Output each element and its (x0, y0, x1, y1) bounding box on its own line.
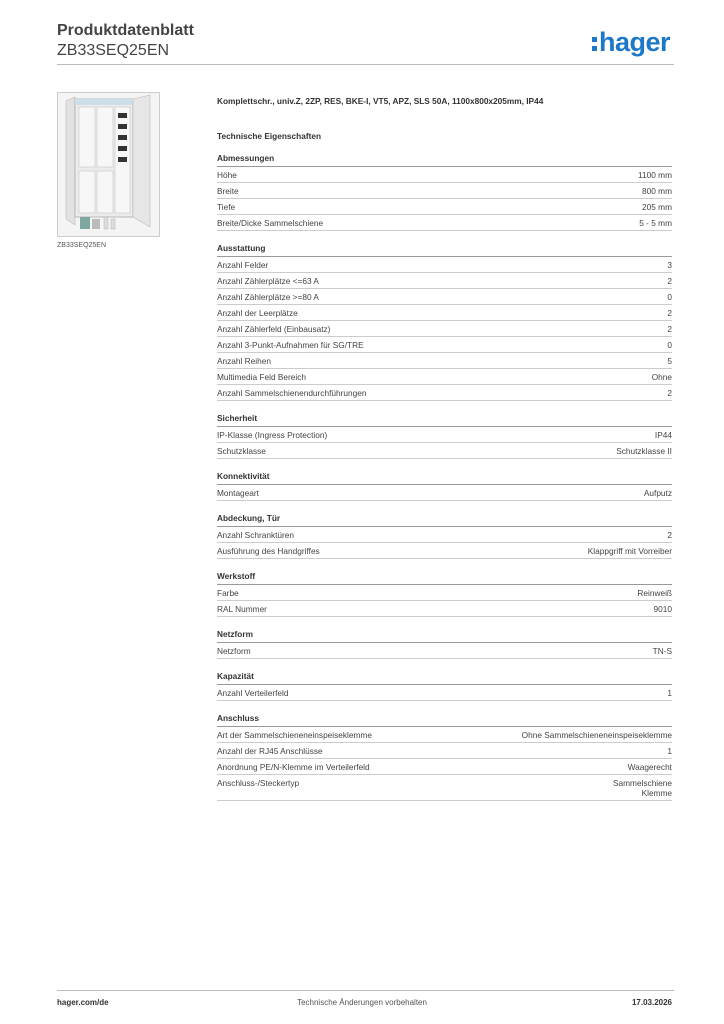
image-caption: ZB33SEQ25EN (57, 242, 107, 249)
spec-value: Ohne (651, 371, 672, 382)
spec-value: 5 - 5 mm (639, 217, 672, 228)
footer-website: hager.com/de (57, 998, 109, 1007)
spec-label: Multimedia Feld Bereich (217, 371, 306, 382)
technical-properties-heading: Technische Eigenschaften (217, 131, 322, 141)
spec-label: IP-Klasse (Ingress Protection) (217, 429, 328, 440)
spec-label: RAL Nummer (217, 603, 267, 614)
spec-value: 1100 mm (638, 169, 672, 180)
spec-value: 2 (667, 323, 672, 334)
document-header (57, 22, 194, 61)
spec-value: Aufputz (643, 487, 672, 498)
hager-logo (592, 28, 670, 56)
spec-section (217, 571, 672, 617)
section-title: Kapazität (217, 671, 672, 685)
product-spec-sheet (217, 96, 672, 801)
spec-row (217, 215, 672, 231)
spec-value: Reinweiß (637, 587, 672, 598)
spec-row (217, 485, 672, 501)
spec-row (217, 353, 672, 369)
spec-label: Anzahl Sammelschienendurchführungen (217, 387, 367, 398)
spec-section (217, 153, 672, 231)
spec-row (217, 289, 672, 305)
spec-row (217, 727, 672, 743)
product-code: ZB33SEQ25EN (57, 42, 170, 59)
spec-value: 800 mm (642, 185, 672, 196)
logo-dots-icon (592, 28, 597, 56)
spec-label: Anzahl Reihen (217, 355, 271, 366)
spec-section (217, 471, 672, 501)
spec-value: 1 (667, 745, 672, 756)
footer-disclaimer: Technische Änderungen vorbehalten (297, 998, 427, 1007)
spec-section (217, 243, 672, 401)
spec-value: 5 (667, 355, 672, 366)
document-title: Produktdatenblatt (57, 22, 194, 39)
section-title: Anschluss (217, 713, 672, 727)
spec-row (217, 427, 672, 443)
spec-section (217, 629, 672, 659)
spec-label: Tiefe (217, 201, 236, 212)
spec-value: 0 (667, 291, 672, 302)
spec-value: 2 (667, 307, 672, 318)
spec-value: Waagerecht (627, 761, 672, 772)
spec-section (217, 713, 672, 801)
spec-row (217, 199, 672, 215)
spec-row (217, 337, 672, 353)
footer-date: 17.03.2026 (631, 998, 672, 1007)
spec-row (217, 601, 672, 617)
section-title: Sicherheit (217, 413, 672, 427)
spec-sections (217, 153, 672, 801)
spec-row (217, 527, 672, 543)
section-title: Konnektivität (217, 471, 672, 485)
spec-value: Schutzklasse II (616, 445, 672, 456)
spec-label: Höhe (217, 169, 237, 180)
distribution-cabinet-image (57, 92, 160, 237)
spec-row (217, 443, 672, 459)
spec-section (217, 513, 672, 559)
spec-label: Schutzklasse (217, 445, 266, 456)
spec-row (217, 743, 672, 759)
section-title: Netzform (217, 629, 672, 643)
spec-label: Anzahl Schranktüren (217, 529, 295, 540)
spec-value: TN-S (652, 645, 672, 656)
spec-value: 3 (667, 259, 672, 270)
spec-label: Art der Sammelschieneneinspeiseklemme (217, 729, 372, 740)
logo-text: hager (599, 27, 671, 57)
spec-row (217, 685, 672, 701)
spec-section (217, 671, 672, 701)
spec-value: 2 (667, 387, 672, 398)
spec-label: Anschluss-/Steckertyp (217, 777, 300, 788)
spec-row (217, 369, 672, 385)
spec-label: Anzahl 3-Punkt-Aufnahmen für SG/TRE (217, 339, 364, 350)
spec-label: Anzahl Verteilerfeld (217, 687, 289, 698)
spec-row (217, 167, 672, 183)
spec-label: Netzform (217, 645, 251, 656)
spec-row (217, 643, 672, 659)
spec-row (217, 183, 672, 199)
spec-value: 2 (667, 275, 672, 286)
spec-value: 205 mm (642, 201, 672, 212)
spec-label: Anzahl der RJ45 Anschlüsse (217, 745, 323, 756)
spec-row (217, 385, 672, 401)
spec-value: 1 (667, 687, 672, 698)
footer-divider (57, 990, 674, 991)
spec-value: 9010 (653, 603, 672, 614)
spec-row (217, 273, 672, 289)
spec-value: IP44 (654, 429, 672, 440)
spec-value: Klappgriff mit Vorreiber (587, 545, 672, 556)
spec-label: Montageart (217, 487, 259, 498)
spec-value: 2 (667, 529, 672, 540)
spec-row (217, 775, 672, 801)
section-title: Abmessungen (217, 153, 672, 167)
spec-section (217, 413, 672, 459)
spec-label: Ausführung des Handgriffes (217, 545, 320, 556)
spec-label: Farbe (217, 587, 239, 598)
spec-label: Breite/Dicke Sammelschiene (217, 217, 324, 228)
spec-label: Anzahl Zählerplätze >=80 A (217, 291, 319, 302)
spec-label: Anordnung PE/N-Klemme im Verteilerfeld (217, 761, 370, 772)
spec-label: Anzahl der Leerplätze (217, 307, 298, 318)
spec-label: Breite (217, 185, 239, 196)
section-title: Werkstoff (217, 571, 672, 585)
spec-row (217, 585, 672, 601)
spec-row (217, 305, 672, 321)
spec-label: Anzahl Zählerfeld (Einbausatz) (217, 323, 331, 334)
spec-value: 0 (667, 339, 672, 350)
section-title: Ausstattung (217, 243, 672, 257)
header-divider (57, 64, 674, 65)
spec-label: Anzahl Zählerplätze <=63 A (217, 275, 319, 286)
product-description: Komplettschr., univ.Z, 2ZP, RES, BKE-I, VT5, APZ, SLS 50A, 1100x800x205mm, IP44 (217, 96, 544, 106)
spec-row (217, 321, 672, 337)
spec-value: Sammelschiene Klemme (612, 777, 672, 798)
spec-row (217, 759, 672, 775)
spec-label: Anzahl Felder (217, 259, 269, 270)
spec-value: Ohne Sammelschieneneinspeiseklemme (521, 729, 672, 740)
spec-row (217, 543, 672, 559)
section-title: Abdeckung, Tür (217, 513, 672, 527)
spec-row (217, 257, 672, 273)
